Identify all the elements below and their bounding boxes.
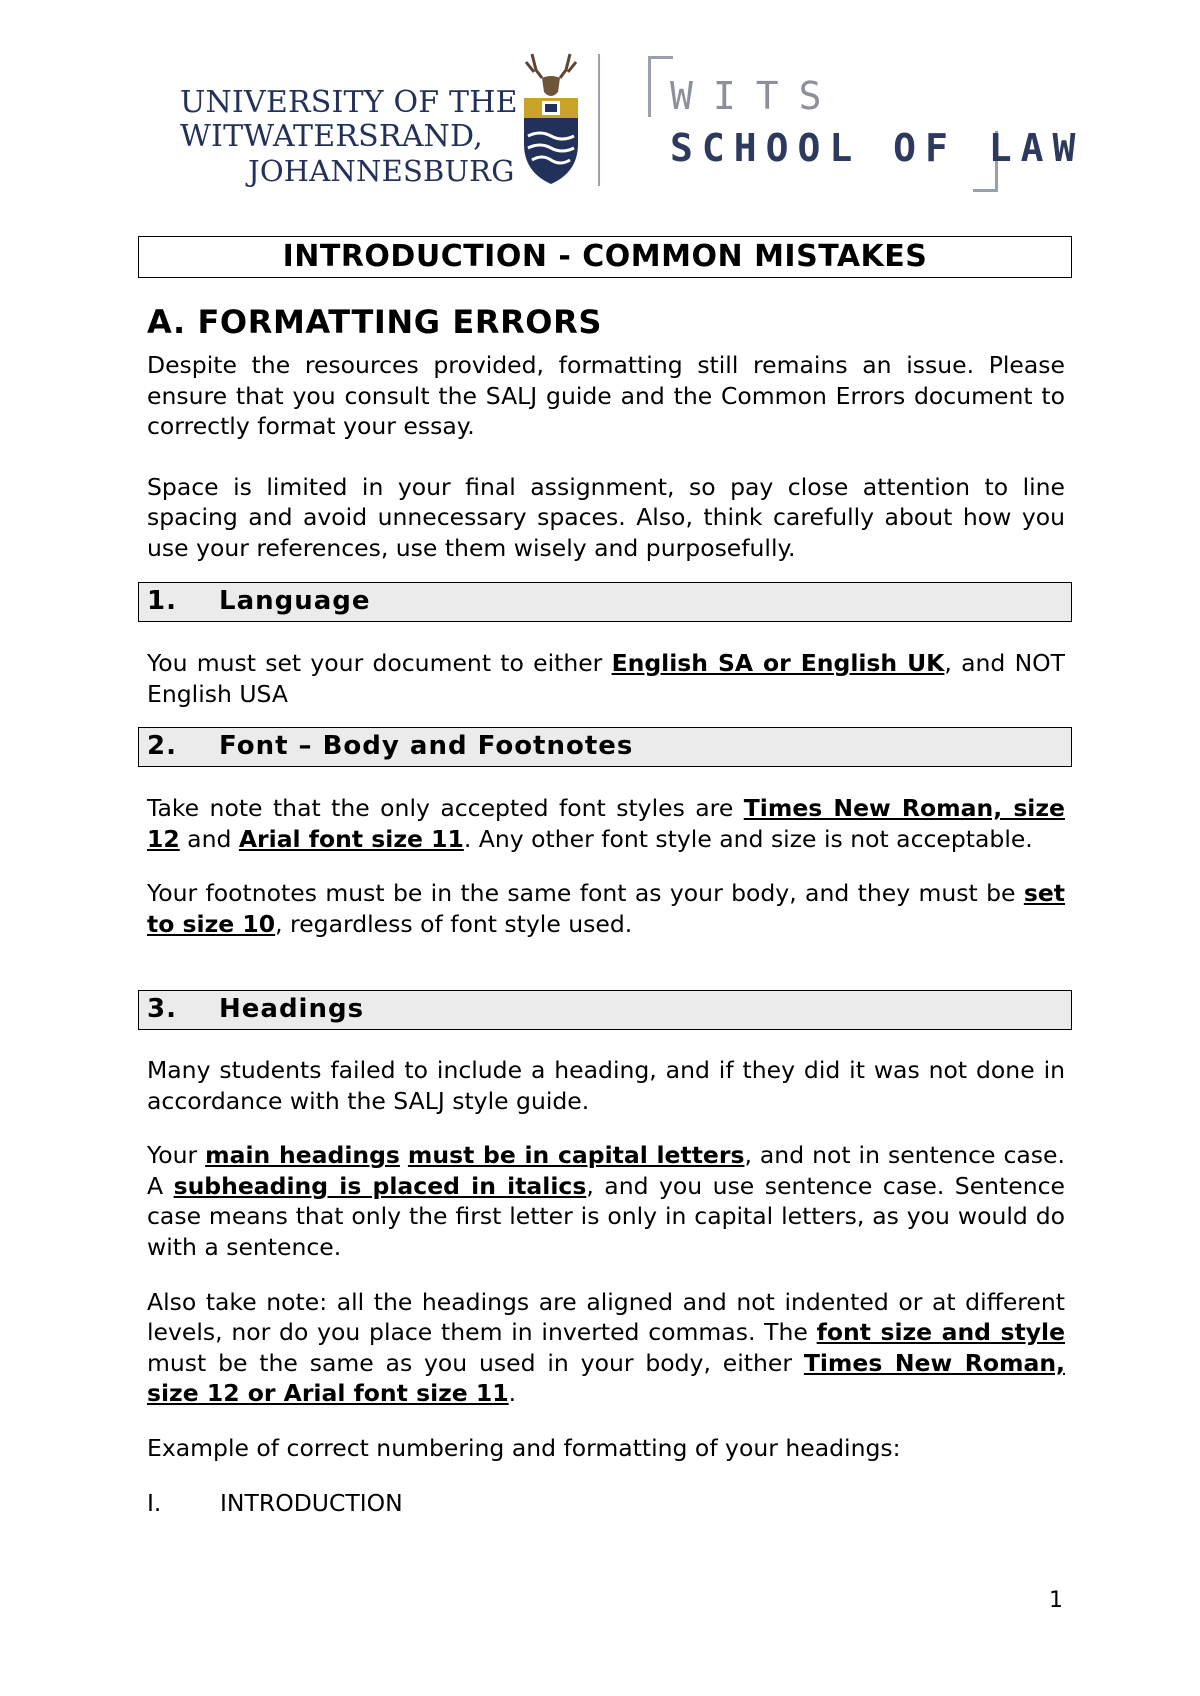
heading-number: 2. — [147, 731, 177, 761]
section-a-paragraph-2: Space is limited in your final assignment, so pay close attention to line spacing and avoid unnecessary spaces. Also, think carefully about how you use your references, use them wisely and purposefully. — [147, 472, 1065, 562]
university-line-1: UNIVERSITY OF THE — [180, 85, 518, 120]
emphasis-run: Arial font size 11 — [238, 824, 464, 853]
language-emphasis: English SA or English UK — [611, 649, 945, 677]
emphasis-run: must be in capital letters — [407, 1141, 745, 1170]
heading-number: 3. — [147, 994, 177, 1024]
wits-wordmark: WITS — [670, 74, 842, 118]
university-logo-text — [180, 86, 518, 188]
headings-body — [147, 1055, 1065, 1518]
university-line-2: WITWATERSRAND, — [180, 119, 483, 154]
emphasis-run: font size and style — [816, 1318, 1066, 1347]
text-run: Take note that the only accepted font styles are — [147, 794, 744, 822]
language-paragraph — [147, 648, 1065, 709]
section-a-heading: A. FORMATTING ERRORS — [147, 303, 602, 341]
text-run: Your — [147, 1141, 206, 1170]
text-run: , and you use sentence case. Sentence case means that only the first letter is only in capital letters, as you would do with a sentence. — [147, 1171, 1065, 1261]
emphasis-run: subheading is placed in italics — [173, 1171, 587, 1200]
text-run: must be the same as you used in your body, either — [147, 1348, 804, 1377]
school-of-law-wordmark: SCHOOL OF LAW — [670, 126, 1085, 170]
headings-paragraph-1: Many students failed to include a heading, and if they did it was not done in accordance with the SALJ style guide. — [147, 1056, 1065, 1115]
school-of-law-logo — [648, 56, 1085, 192]
text-run: and — [179, 824, 239, 853]
language-heading — [138, 582, 1072, 622]
text-run: . — [508, 1379, 517, 1408]
heading-text: Headings — [219, 994, 365, 1024]
section-a-body — [147, 350, 1065, 564]
language-body — [147, 648, 1065, 709]
example-heading-text: INTRODUCTION — [220, 1488, 403, 1517]
text-run: Also take note: all the headings are aligned and not indented or at different levels, nor do you place them in inverted commas. The — [147, 1287, 1065, 1347]
heading-text: Language — [219, 586, 371, 616]
headings-paragraph-2 — [147, 1140, 1065, 1262]
font-paragraph-2 — [147, 878, 1065, 939]
example-numeral: I. — [147, 1488, 162, 1517]
text-run: , and not in sentence case. A — [147, 1141, 1065, 1200]
language-text-after: , and NOT English USA — [147, 649, 1066, 708]
font-body — [147, 793, 1065, 939]
headings-paragraph-3 — [147, 1287, 1065, 1409]
logo-divider — [598, 54, 600, 186]
university-line-3: JOHANNESBURG — [248, 154, 515, 188]
document-title: INTRODUCTION - COMMON MISTAKES — [138, 236, 1072, 278]
emphasis-run: main headings — [205, 1141, 400, 1170]
text-run: . Any other font style and size is not acceptable. — [463, 824, 1033, 853]
example-heading-line — [147, 1488, 1065, 1518]
emphasis-run: Times New Roman, size 12 — [147, 794, 1065, 853]
university-crest-icon — [512, 48, 590, 198]
page-number: 1 — [1049, 1588, 1063, 1613]
emphasis-run: set to size 10 — [147, 879, 1065, 938]
letterhead — [170, 48, 1085, 198]
heading-text: Font – Body and Footnotes — [219, 731, 634, 761]
font-paragraph-1 — [147, 793, 1065, 854]
text-run: Your footnotes must be in the same font as your body, and they must be — [147, 879, 1024, 908]
section-a-paragraph-1: Despite the resources provided, formatting still remains an issue. Please ensure that you consult the SALJ guide and the Common Errors document to correctly format your essay. — [147, 351, 1065, 441]
text-run: , regardless of font style used. — [275, 909, 633, 938]
headings-paragraph-4: Example of correct numbering and formatting of your headings: — [147, 1433, 901, 1462]
headings-heading — [138, 990, 1072, 1030]
text-run — [400, 1141, 408, 1169]
language-text-before: You must set your document to either — [147, 649, 612, 677]
emphasis-run: Times New Roman, size 12 or Arial font size 11 — [147, 1348, 1065, 1408]
heading-number: 1. — [147, 586, 177, 616]
font-heading — [138, 727, 1072, 767]
